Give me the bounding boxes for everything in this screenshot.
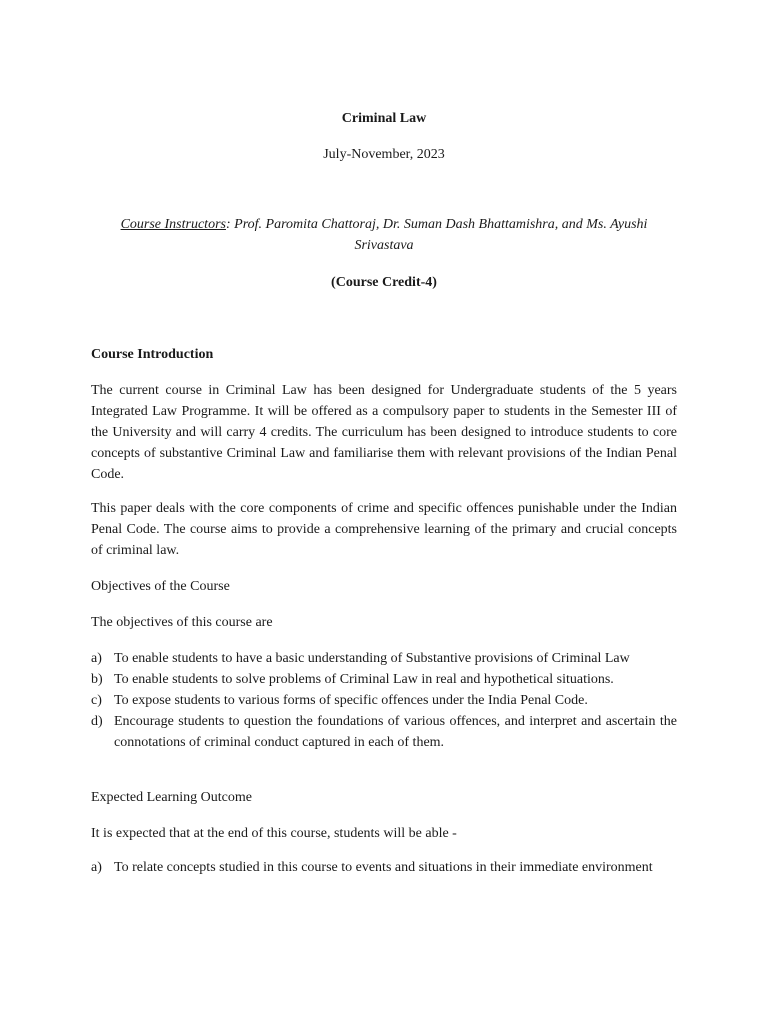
list-item (91, 711, 677, 753)
list-item-text: To enable students to solve problems of Criminal Law in real and hypothetical situations. (114, 672, 614, 687)
list-item (91, 669, 677, 690)
course-credit: (Course Credit-4) (331, 275, 437, 290)
objectives-list (91, 648, 677, 753)
instructors-names: Prof. Paromita Chattoraj, Dr. Suman Dash Bhattamishra, and Ms. Ayushi Srivastava (230, 217, 648, 253)
list-marker: c) (91, 693, 102, 708)
introduction-paragraph-1: The current course in Criminal Law has been designed for Undergraduate students of the 5 years Integrated Law Programme. It will be offered as a compulsory paper to students in the Semester III of the University and will carry 4 credits. The curriculum has been designed to introduce students to core concepts of substantive Criminal Law and familiarise them with relevant provisions of the Indian Penal Code. (91, 383, 677, 482)
list-item (91, 690, 677, 711)
document-title: Criminal Law (341, 111, 427, 126)
list-item (91, 857, 677, 878)
list-marker: a) (91, 651, 102, 666)
outcomes-list (91, 857, 677, 878)
list-item (91, 648, 677, 669)
list-marker: a) (91, 860, 102, 875)
section-heading-introduction: Course Introduction (91, 347, 214, 362)
document-date: July-November, 2023 (323, 147, 445, 162)
instructors-colon: : (225, 217, 231, 232)
instructors-label: Course Instructors (120, 217, 226, 232)
introduction-paragraph-2: This paper deals with the core components of crime and specific offences punishable under the Indian Penal Code. The course aims to provide a comprehensive learning of the primary and crucial concepts of criminal law. (91, 501, 677, 558)
outcomes-lead: It is expected that at the end of this course, students will be able - (91, 826, 457, 841)
list-item-text: Encourage students to question the foundations of various offences, and interpret and ascertain the connotations of criminal conduct captured in each of them. (114, 714, 677, 750)
list-marker: b) (91, 672, 103, 687)
list-marker: d) (91, 714, 103, 729)
objectives-lead: The objectives of this course are (91, 615, 273, 630)
list-item-text: To relate concepts studied in this course to events and situations in their immediate environment (114, 860, 653, 875)
section-heading-outcomes: Expected Learning Outcome (91, 790, 252, 805)
list-item-text: To enable students to have a basic understanding of Substantive provisions of Criminal Law (114, 651, 630, 666)
course-instructors (91, 214, 677, 256)
section-heading-objectives: Objectives of the Course (91, 579, 230, 594)
list-item-text: To expose students to various forms of specific offences under the India Penal Code. (114, 693, 588, 708)
